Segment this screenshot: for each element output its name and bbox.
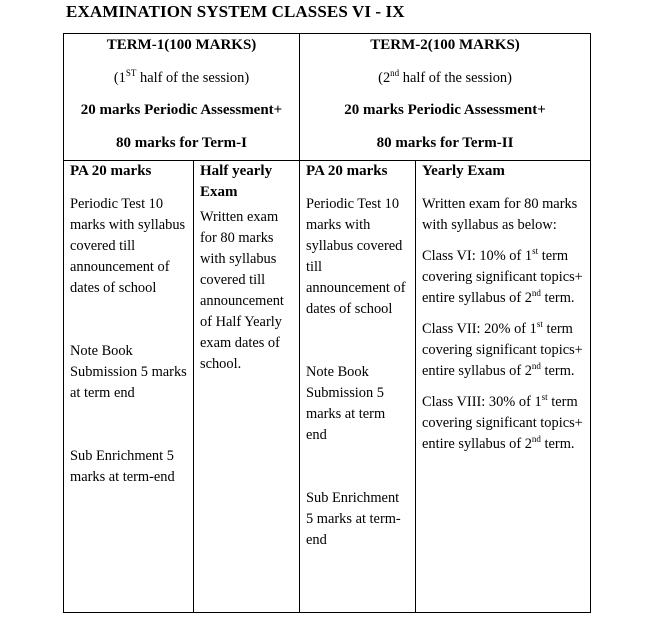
yearly-exam-heading: Yearly Exam [422, 163, 505, 179]
term2-notebook: Note Book Submission 5 marks at term end [306, 364, 386, 443]
term1-periodic-test: Periodic Test 10 marks with syllabus covered till announcement of dates of school [70, 196, 186, 296]
term1-header-cell [64, 34, 300, 161]
term2-pa-cell [300, 161, 416, 613]
term2-enrichment: Sub Enrichment 5 marks at term-end [306, 490, 401, 548]
term1-subheading: (1ST half of the session) [113, 68, 250, 86]
term1-line2: 80 marks for Term-I [116, 135, 247, 151]
half-yearly-heading: Half yearly Exam [200, 163, 273, 200]
term1-heading: TERM-1(100 MARKS) [106, 37, 257, 53]
term2-heading: TERM-2(100 MARKS) [370, 37, 520, 53]
class-viii-syllabus: Class VIII: 30% of 1st term covering significant topics+ entire syllabus of 2nd term. [422, 392, 583, 452]
half-yearly-written: Written exam for 80 marks with syllabus covered till announcement of Half Yearly exam dates of school. [200, 209, 284, 372]
term1-enrichment: Sub Enrichment 5 marks at term-end [70, 448, 175, 485]
term1-notebook: Note Book Submission 5 marks at term end [70, 343, 187, 401]
exam-system-table [63, 33, 591, 613]
class-vii-syllabus: Class VII: 20% of 1st term covering significant topics+ entire syllabus of 2nd term. [422, 319, 583, 379]
half-yearly-cell [194, 161, 300, 613]
term2-periodic-test: Periodic Test 10 marks with syllabus covered till announcement of dates of school [306, 196, 406, 317]
term2-header-cell [300, 34, 591, 161]
details-row [64, 161, 591, 613]
term2-subheading: (2nd half of the session) [378, 68, 512, 86]
term2-line2: 80 marks for Term-II [376, 135, 514, 151]
yearly-written: Written exam for 80 marks with syllabus as below: [422, 196, 578, 233]
document-title: EXAMINATION SYSTEM CLASSES VI - IX [66, 2, 405, 21]
term1-line1: 20 marks Periodic Assessment+ [80, 102, 283, 118]
term-header-row [64, 34, 591, 161]
yearly-exam-cell [416, 161, 591, 613]
term2-pa-heading: PA 20 marks [306, 163, 388, 179]
term1-pa-heading: PA 20 marks [70, 163, 152, 179]
class-vi-syllabus: Class VI: 10% of 1st term covering significant topics+ entire syllabus of 2nd term. [422, 246, 583, 306]
term2-line1: 20 marks Periodic Assessment+ [344, 102, 546, 118]
term1-pa-cell [64, 161, 194, 613]
